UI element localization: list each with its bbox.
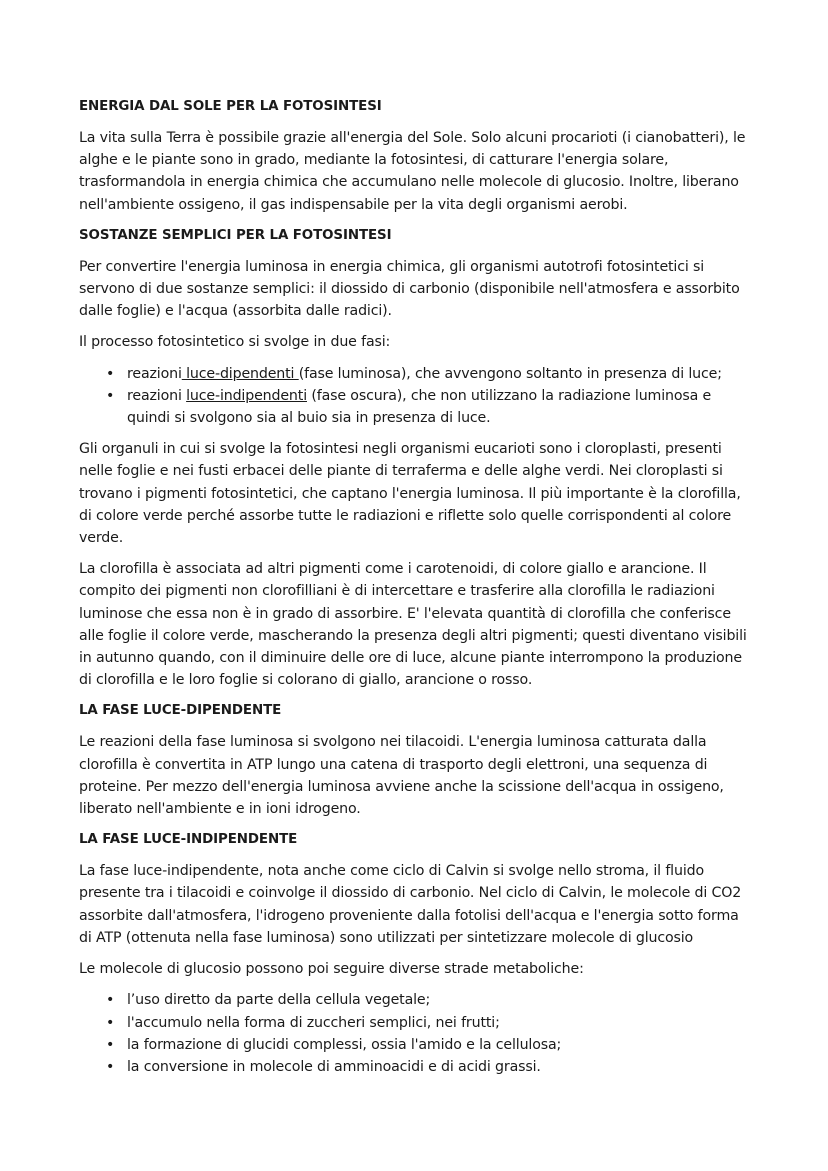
list-item-text: la formazione di glucidi complessi, ossia l'amido e la cellulosa; [127,1036,562,1053]
bullet-icon: • [106,387,115,404]
paragraph: Il processo fotosintetico si svolge in due fasi: [79,334,391,351]
paragraph: La clorofilla è associata ad altri pigmenti come i carotenoidi, di colore giallo e arancione. Il compito dei pigmenti non clorofilliani è di intercettare e trasferire alla clorofilla le radiazioni luminose che essa non è in grado di assorbire. E' l'elevata quantità di clorofilla che conferisce alle foglie il colore verde, mascherando la presenza degli altri pigmenti; questi diventano visibili in autunno quando, con il diminuire delle ore di luce, alcune piante interrompono la produzione di clorofilla e le loro foglie si colorano di giallo, arancione o rosso. [79,561,747,689]
list-item-text: reazioni [127,365,182,382]
luce-dipendenti-link[interactable]: luce-dipendenti [181,365,299,382]
paragraph: Gli organuli in cui si svolge la fotosintesi negli organismi eucarioti sono i cloroplasti, presenti nelle foglie e nei fusti erbacei delle piante di terraferma e delle alghe verdi. Nei cloroplasti si trovano i pigmenti fotosintetici, che captano l'energia luminosa. Il più importante è la clorofilla, di colore verde perché assorbe tutte le radiazioni e riflette solo quelle corrispondenti al colore verde. [79,441,741,547]
bullet-icon: • [106,365,115,382]
list-item-text: (fase luminosa), che avvengono soltanto in presenza di luce; [298,365,722,382]
list-item [79,1012,751,1034]
paragraph: Le molecole di glucosio possono poi seguire diverse strade metaboliche: [79,961,584,978]
bullet-icon: • [106,992,115,1009]
bullet-icon: • [106,1036,115,1053]
list-item [79,385,751,429]
list-item-text: la conversione in molecole di amminoacidi e di acidi grassi. [127,1058,541,1075]
heading-fase-luce-dipendente: LA FASE LUCE-DIPENDENTE [79,703,282,719]
paragraph: La fase luce-indipendente, nota anche come ciclo di Calvin si svolge nello stroma, il fluido presente tra i tilacoidi e coinvolge il diossido di carbonio. Nel ciclo di Calvin, le molecole di CO2 assorbite dall'atmosfera, l'idrogeno proveniente dalla fotolisi dell'acqua e l'energia sotto forma di ATP (ottenuta nella fase luminosa) sono utilizzati per sintetizzare molecole di glucosio [79,863,742,946]
phases-list [79,363,751,430]
paragraph: Per convertire l'energia luminosa in energia chimica, gli organismi autotrofi fotosintetici si servono di due sostanze semplici: il diossido di carbonio (disponibile nell'atmosfera e assorbito dalle foglie) e l'acqua (assorbita dalle radici). [79,258,740,320]
bullet-icon: • [106,1058,115,1075]
list-item-text: l’uso diretto da parte della cellula vegetale; [127,992,431,1009]
heading-fase-luce-indipendente: LA FASE LUCE-INDIPENDENTE [79,832,298,848]
list-item-text: (fase oscura), che non utilizzano la radiazione luminosa e quindi si svolgono sia al buio sia in presenza di luce. [127,387,712,427]
luce-indipendenti-link[interactable]: luce-indipendenti [186,387,307,404]
list-item [79,989,751,1011]
list-item [79,1056,751,1078]
heading-sostanze-semplici: SOSTANZE SEMPLICI PER LA FOTOSINTESI [79,227,392,243]
heading-energia-sole: ENERGIA DAL SOLE PER LA FOTOSINTESI [79,99,382,114]
list-item [79,363,751,385]
bullet-icon: • [106,1014,115,1031]
metabolic-paths-list [79,989,751,1078]
list-item-text: reazioni [127,387,187,404]
list-item-text: l'accumulo nella forma di zuccheri semplici, nei frutti; [127,1014,500,1031]
list-item [79,1034,751,1056]
paragraph: Le reazioni della fase luminosa si svolgono nei tilacoidi. L'energia luminosa catturata dalla clorofilla è convertita in ATP lungo una catena di trasporto degli elettroni, una sequenza di proteine. Per mezzo dell'energia luminosa avviene anche la scissione dell'acqua in ossigeno, liberato nell'ambiente e in ioni idrogeno. [79,734,724,818]
document-page [79,96,751,1087]
paragraph: La vita sulla Terra è possibile grazie all'energia del Sole. Solo alcuni procarioti (i cianobatteri), le alghe e le piante sono in grado, mediante la fotosintesi, di catturare l'energia solare, trasformandola in energia chimica che accumulano nelle molecole di glucosio. Inoltre, liberano nell'ambiente ossigeno, il gas indispensabile per la vita degli organismi aerobi. [79,130,746,213]
